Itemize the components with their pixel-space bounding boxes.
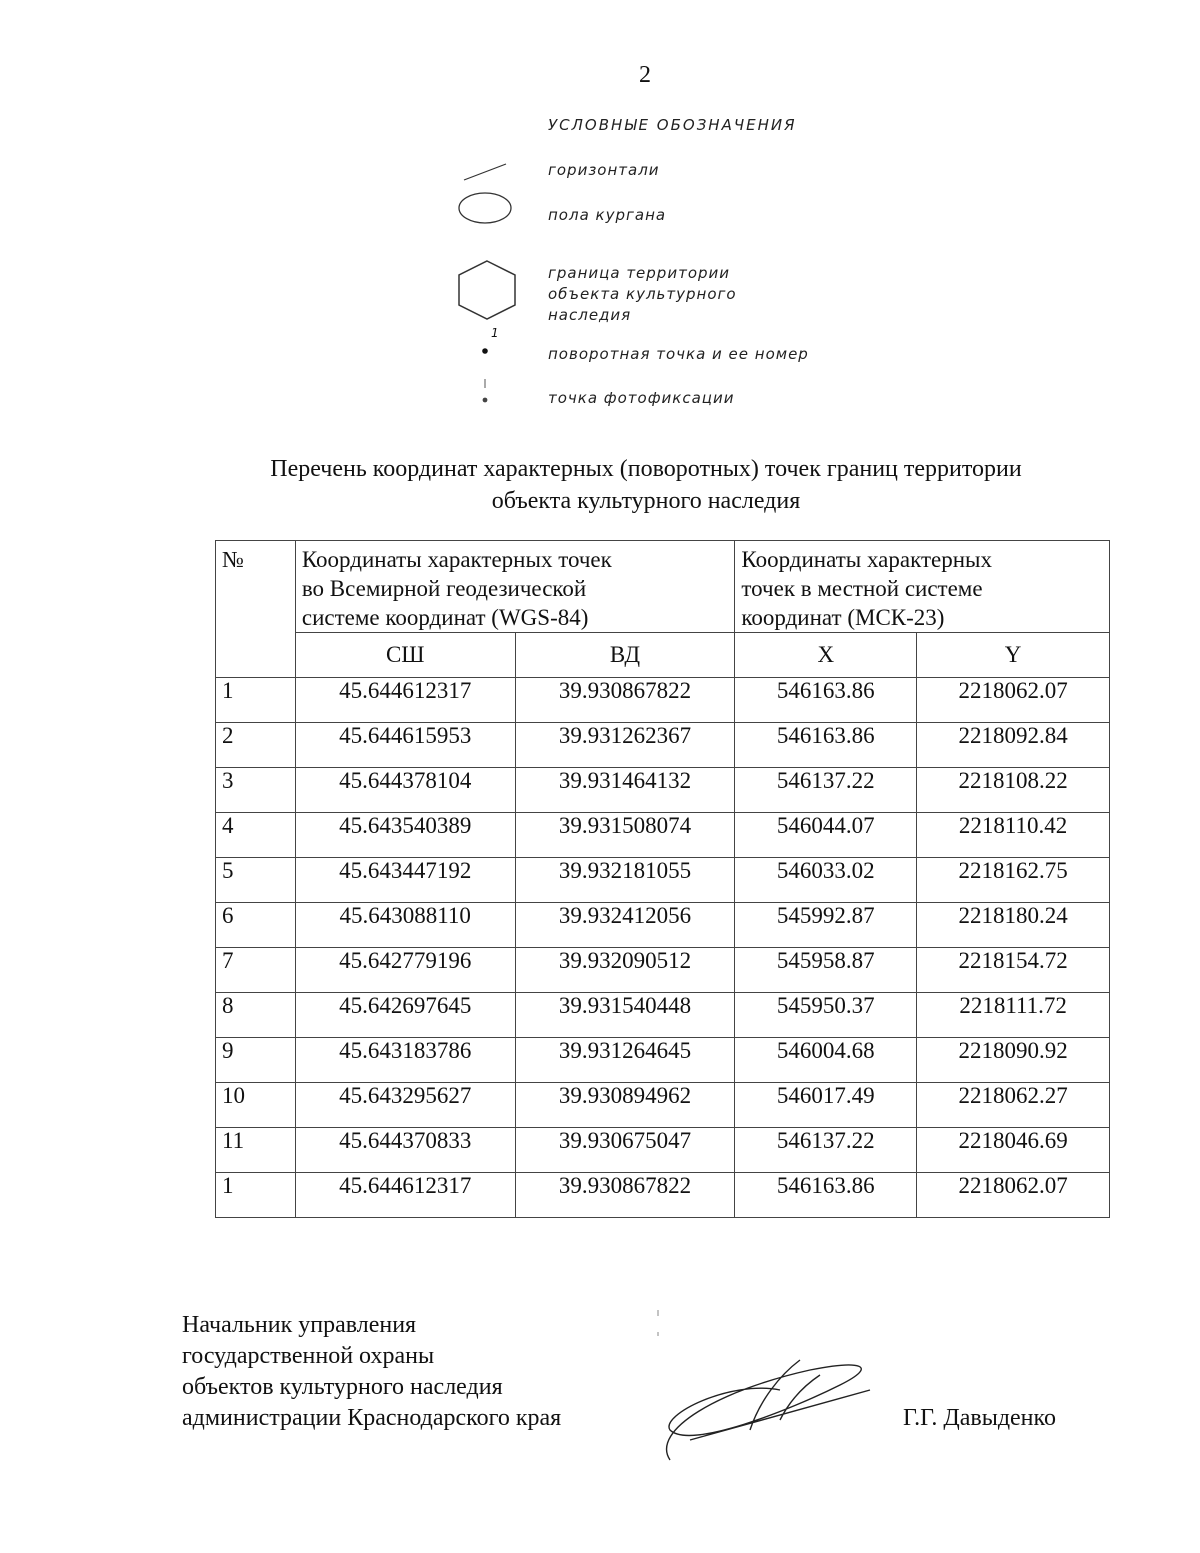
signer-position-line-1: Начальник управления xyxy=(182,1312,417,1338)
cell-y: 2218108.22 xyxy=(917,768,1110,813)
table-row xyxy=(216,1038,1110,1083)
cell-num: 5 xyxy=(216,858,296,903)
ellipse-icon xyxy=(456,190,516,228)
cell-lat: 45.644612317 xyxy=(295,1173,515,1218)
cell-x: 546163.86 xyxy=(735,1173,917,1218)
header-longitude: ВД xyxy=(515,633,735,678)
signer-name: Г.Г. Давыденко xyxy=(903,1405,1056,1431)
header-number: № xyxy=(216,541,296,678)
cell-lat: 45.644378104 xyxy=(295,768,515,813)
signer-position-line-4: администрации Краснодарского края xyxy=(182,1405,562,1431)
cell-num: 1 xyxy=(216,678,296,723)
photo-point-icon xyxy=(478,376,492,406)
cell-lon: 39.930867822 xyxy=(515,678,735,723)
cell-y: 2218090.92 xyxy=(917,1038,1110,1083)
cell-lat: 45.642779196 xyxy=(295,948,515,993)
header-x: X xyxy=(735,633,917,678)
table-row xyxy=(216,1173,1110,1218)
header-wgs84 xyxy=(295,541,735,633)
header-msk23-line-1: Координаты характерных xyxy=(741,547,992,572)
cell-num: 1 xyxy=(216,1173,296,1218)
page-number: 2 xyxy=(639,62,651,88)
coordinates-table xyxy=(215,540,1110,1218)
header-wgs84-line-2: во Всемирной геодезической xyxy=(301,576,587,601)
legend-boundary-line-1: граница территории xyxy=(548,264,731,282)
header-wgs84-line-3: системе координат (WGS-84) xyxy=(301,605,589,630)
turning-point-number: 1 xyxy=(491,326,499,340)
cell-x: 545950.37 xyxy=(735,993,917,1038)
table-title-line-1: Перечень координат характерных (поворотных) точек границ территории xyxy=(270,456,1022,482)
table-title xyxy=(200,453,1092,517)
header-msk23-line-2: точек в местной системе xyxy=(741,576,983,601)
legend-label-photo-point: точка фотофиксации xyxy=(548,389,735,407)
cell-y: 2218154.72 xyxy=(917,948,1110,993)
cell-y: 2218046.69 xyxy=(917,1128,1110,1173)
signer-position-line-3: объектов культурного наследия xyxy=(182,1374,503,1400)
cell-lon: 39.931508074 xyxy=(515,813,735,858)
cell-x: 546033.02 xyxy=(735,858,917,903)
signer-position-line-2: государственной охраны xyxy=(182,1343,435,1369)
cell-lat: 45.643295627 xyxy=(295,1083,515,1128)
cell-y: 2218092.84 xyxy=(917,723,1110,768)
cell-lat: 45.643447192 xyxy=(295,858,515,903)
cell-lon: 39.931264645 xyxy=(515,1038,735,1083)
cell-lat: 45.643088110 xyxy=(295,903,515,948)
cell-y: 2218062.27 xyxy=(917,1083,1110,1128)
cell-num: 10 xyxy=(216,1083,296,1128)
cell-lat: 45.643183786 xyxy=(295,1038,515,1083)
cell-lon: 39.931262367 xyxy=(515,723,735,768)
cell-lon: 39.931540448 xyxy=(515,993,735,1038)
turning-point-icon xyxy=(478,344,492,358)
table-row xyxy=(216,903,1110,948)
legend-title: УСЛОВНЫЕ ОБОЗНАЧЕНИЯ xyxy=(548,116,797,134)
header-msk23 xyxy=(735,541,1110,633)
cell-y: 2218062.07 xyxy=(917,1173,1110,1218)
cell-lat: 45.644370833 xyxy=(295,1128,515,1173)
cell-num: 9 xyxy=(216,1038,296,1083)
table-title-line-2: объекта культурного наследия xyxy=(491,488,801,514)
cell-y: 2218180.24 xyxy=(917,903,1110,948)
cell-lon: 39.930675047 xyxy=(515,1128,735,1173)
cell-num: 6 xyxy=(216,903,296,948)
cell-num: 8 xyxy=(216,993,296,1038)
table-row xyxy=(216,948,1110,993)
table-row xyxy=(216,858,1110,903)
signer-position xyxy=(182,1310,561,1434)
cell-lon: 39.932412056 xyxy=(515,903,735,948)
cell-x: 546163.86 xyxy=(735,723,917,768)
legend-boundary-line-3: наследия xyxy=(548,306,632,324)
header-msk23-line-3: координат (МСК-23) xyxy=(741,605,945,630)
legend-boundary-line-2: объекта культурного xyxy=(548,285,737,303)
cell-num: 11 xyxy=(216,1128,296,1173)
table-row xyxy=(216,813,1110,858)
table-row xyxy=(216,1083,1110,1128)
legend-label-boundary xyxy=(548,263,737,326)
header-y: Y xyxy=(917,633,1110,678)
cell-x: 545992.87 xyxy=(735,903,917,948)
cell-x: 545958.87 xyxy=(735,948,917,993)
legend-label-contours: горизонтали xyxy=(548,161,660,179)
cell-lon: 39.930867822 xyxy=(515,1173,735,1218)
cell-lat: 45.642697645 xyxy=(295,993,515,1038)
table-row xyxy=(216,768,1110,813)
cell-lat: 45.644615953 xyxy=(295,723,515,768)
cell-lat: 45.643540389 xyxy=(295,813,515,858)
cell-num: 4 xyxy=(216,813,296,858)
cell-num: 7 xyxy=(216,948,296,993)
hexagon-icon xyxy=(452,256,522,324)
cell-y: 2218111.72 xyxy=(917,993,1110,1038)
cell-x: 546044.07 xyxy=(735,813,917,858)
legend-label-turning-point: поворотная точка и ее номер xyxy=(548,345,809,363)
legend-label-mound-floor: пола кургана xyxy=(548,206,667,224)
cell-lon: 39.930894962 xyxy=(515,1083,735,1128)
handwritten-signature xyxy=(630,1280,890,1480)
cell-x: 546004.68 xyxy=(735,1038,917,1083)
cell-num: 2 xyxy=(216,723,296,768)
cell-y: 2218162.75 xyxy=(917,858,1110,903)
header-wgs84-line-1: Координаты характерных точек xyxy=(301,547,612,572)
cell-x: 546137.22 xyxy=(735,1128,917,1173)
table-row xyxy=(216,678,1110,723)
cell-lat: 45.644612317 xyxy=(295,678,515,723)
cell-y: 2218062.07 xyxy=(917,678,1110,723)
cell-x: 546163.86 xyxy=(735,678,917,723)
cell-x: 546017.49 xyxy=(735,1083,917,1128)
table-row xyxy=(216,723,1110,768)
cell-num: 3 xyxy=(216,768,296,813)
table-row xyxy=(216,993,1110,1038)
cell-lon: 39.932090512 xyxy=(515,948,735,993)
cell-y: 2218110.42 xyxy=(917,813,1110,858)
header-latitude: СШ xyxy=(295,633,515,678)
contour-line-icon xyxy=(462,160,510,184)
cell-x: 546137.22 xyxy=(735,768,917,813)
table-row xyxy=(216,1128,1110,1173)
cell-lon: 39.932181055 xyxy=(515,858,735,903)
cell-lon: 39.931464132 xyxy=(515,768,735,813)
